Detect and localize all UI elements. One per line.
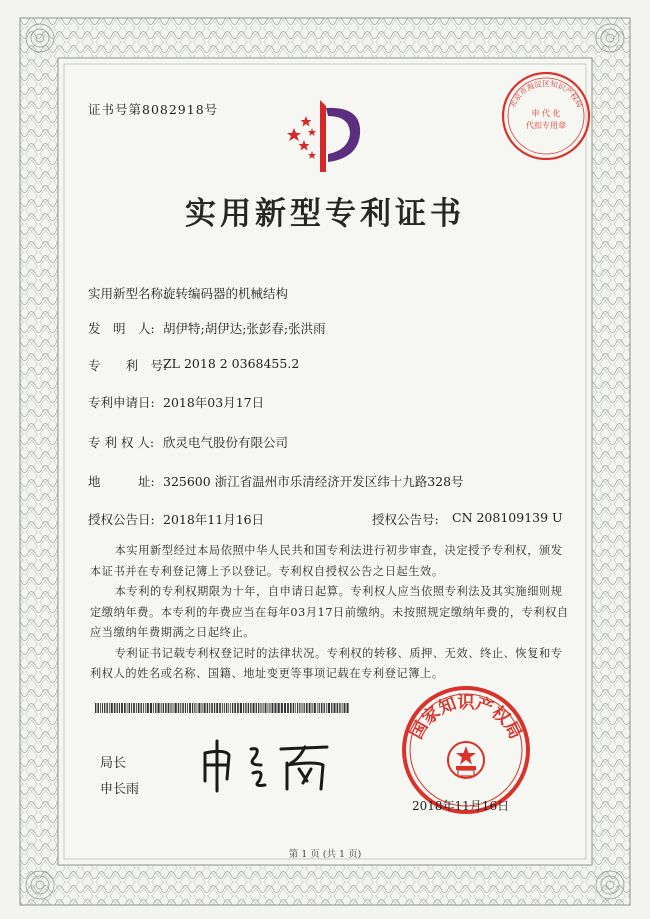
grant-no-value: CN 208109139 U [452,510,563,525]
page-footer: 第 1 页 (共 1 页) [288,849,362,860]
certificate-title: 实用新型专利证书 [185,196,465,232]
grant-date-label: 授权公告日: [88,512,155,527]
certificate-number: 证书号第8082918号 [88,102,219,117]
patentee-label: 专 利 权 人: [88,435,155,450]
national-emblem-icon [448,742,484,778]
patent-no-label: 专 利 号: [88,358,168,373]
body-paragraph-2: 本专利的专利权期限为十年，自申请日起算。专利权人应当依照专利法及其实施细则规定缴纳年费。本专利的年费应当在每年03月17日前缴纳。未按照规定缴纳年费的，专利权自应当缴纳年费期满之日起终止。 [90,585,569,639]
cnipa-logo [282,96,372,176]
grant-date-value: 2018年11月16日 [163,512,265,527]
inventor-label: 发 明 人: [88,321,155,336]
signature-name: 申长雨 [100,782,140,797]
inventor-value: 胡伊特;胡伊达;张彭春;张洪雨 [163,321,326,336]
agency-seal-inner-2: 代扣专用章 [526,121,566,130]
agency-seal [500,70,592,162]
national-seal-text: 国家知识产权局 [406,693,526,743]
barcode [95,703,350,713]
filing-date-value: 2018年03月17日 [163,395,265,410]
address-value: 325600 浙江省温州市乐清经济开发区纬十九路328号 [163,474,464,489]
name-value: 旋转编码器的机械结构 [163,286,289,301]
body-paragraph-3: 专利证书记载专利权登记时的法律状况。专利权的转移、质押、无效、终止、恢复和专利权人的姓名或名称、国籍、地址变更等事项记载在专利登记簿上。 [90,646,563,680]
agency-seal-outer-text: 北京市海淀区知识产权局 [507,79,585,109]
patent-no-value: ZL 2018 2 0368455.2 [163,356,300,371]
body-paragraph-1: 本实用新型经过本局依照中华人民共和国专利法进行初步审查，决定授予专利权，颁发本证书并在专利登记簿上予以登记。专利权自授权公告之日起生效。 [90,544,563,578]
certificate-body [90,541,570,685]
grant-no-label: 授权公告号: [372,512,439,527]
handwritten-signature [195,735,345,795]
address-label: 地 址: [88,474,155,489]
agency-seal-inner-1: 申 代 化 [531,109,561,118]
name-label: 实用新型名称: [88,286,168,301]
filing-date-label: 专利申请日: [88,395,155,410]
seal-date: 2018年11月16日 [412,799,510,813]
patentee-value: 欣灵电气股份有限公司 [163,435,289,450]
signature-title: 局长 [100,756,127,771]
